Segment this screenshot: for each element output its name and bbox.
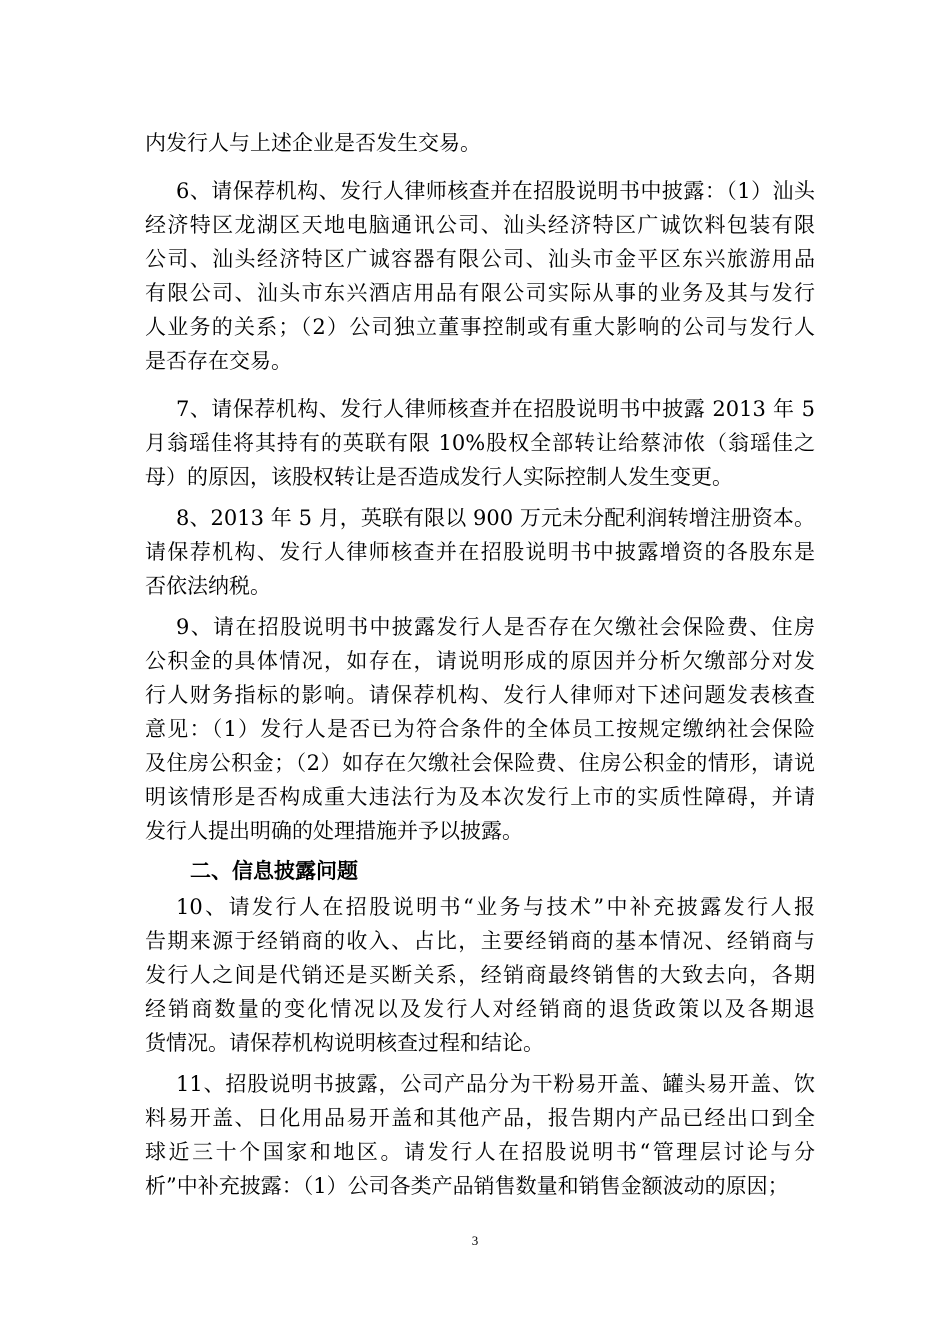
text-line: 析”中补充披露：（1）公司各类产品销售数量和销售金额波动的原因； [145, 1174, 789, 1198]
text-line: 球近三十个国家和地区。请发行人在招股说明书“管理层讨论与分 [145, 1140, 815, 1164]
text-line: 10、请发行人在招股说明书“业务与技术”中补充披露发行人报 [176, 895, 815, 919]
text-line: 否依法纳税。 [145, 574, 271, 598]
text-line: 公司、汕头经济特区广诚容器有限公司、汕头市金平区东兴旅游用品 [145, 247, 815, 271]
text-line: 发行人之间是代销还是买断关系，经销商最终销售的大致去向，各期 [145, 963, 815, 987]
text-line: 月翁瑶佳将其持有的英联有限 10%股权全部转让给蔡沛侬（翁瑶佳之 [145, 431, 815, 455]
text-line: 公积金的具体情况，如存在，请说明形成的原因并分析欠缴部分对发 [145, 649, 815, 673]
text-line: 明该情形是否构成重大违法行为及本次发行上市的实质性障碍，并请 [145, 785, 815, 809]
page-number: 3 [471, 1233, 479, 1248]
text-line: 有限公司、汕头市东兴酒店用品有限公司实际从事的业务及其与发行 [145, 281, 815, 305]
text-line: 及住房公积金；（2）如存在欠缴社会保险费、住房公积金的情形，请说 [145, 751, 815, 775]
text-line: 货情况。请保荐机构说明核查过程和结论。 [145, 1031, 544, 1055]
text-line: 请保荐机构、发行人律师核查并在招股说明书中披露增资的各股东是 [145, 540, 815, 564]
text-line: 9、请在招股说明书中披露发行人是否存在欠缴社会保险费、住房 [176, 615, 815, 639]
text-line: 11、招股说明书披露，公司产品分为干粉易开盖、罐头易开盖、饮 [176, 1072, 815, 1096]
text-line: 6、请保荐机构、发行人律师核查并在招股说明书中披露：（1）汕头 [176, 179, 815, 203]
text-line: 8、2013 年 5 月，英联有限以 900 万元未分配利润转增注册资本。 [176, 506, 815, 530]
text-line: 经销商数量的变化情况以及发行人对经销商的退货政策以及各期退 [145, 997, 815, 1021]
text-line: 行人财务指标的影响。请保荐机构、发行人律师对下述问题发表核查 [145, 683, 815, 707]
text-line: 经济特区龙湖区天地电脑通讯公司、汕头经济特区广诚饮料包装有限 [145, 213, 815, 237]
text-line: 是否存在交易。 [145, 349, 292, 373]
section-heading: 二、信息披露问题 [190, 858, 358, 883]
text-line: 内发行人与上述企业是否发生交易。 [145, 131, 481, 155]
text-line: 母）的原因，该股权转让是否造成发行人实际控制人发生变更。 [145, 465, 733, 489]
text-line: 意见：（1）发行人是否已为符合条件的全体员工按规定缴纳社会保险 [145, 717, 815, 741]
text-line: 人业务的关系；（2）公司独立董事控制或有重大影响的公司与发行人 [145, 315, 815, 339]
text-line: 7、请保荐机构、发行人律师核查并在招股说明书中披露 2013 年 5 [176, 397, 815, 421]
text-line: 告期来源于经销商的收入、占比，主要经销商的基本情况、经销商与 [145, 929, 815, 953]
text-line: 料易开盖、日化用品易开盖和其他产品，报告期内产品已经出口到全 [145, 1106, 815, 1130]
text-line: 发行人提出明确的处理措施并予以披露。 [145, 819, 523, 843]
